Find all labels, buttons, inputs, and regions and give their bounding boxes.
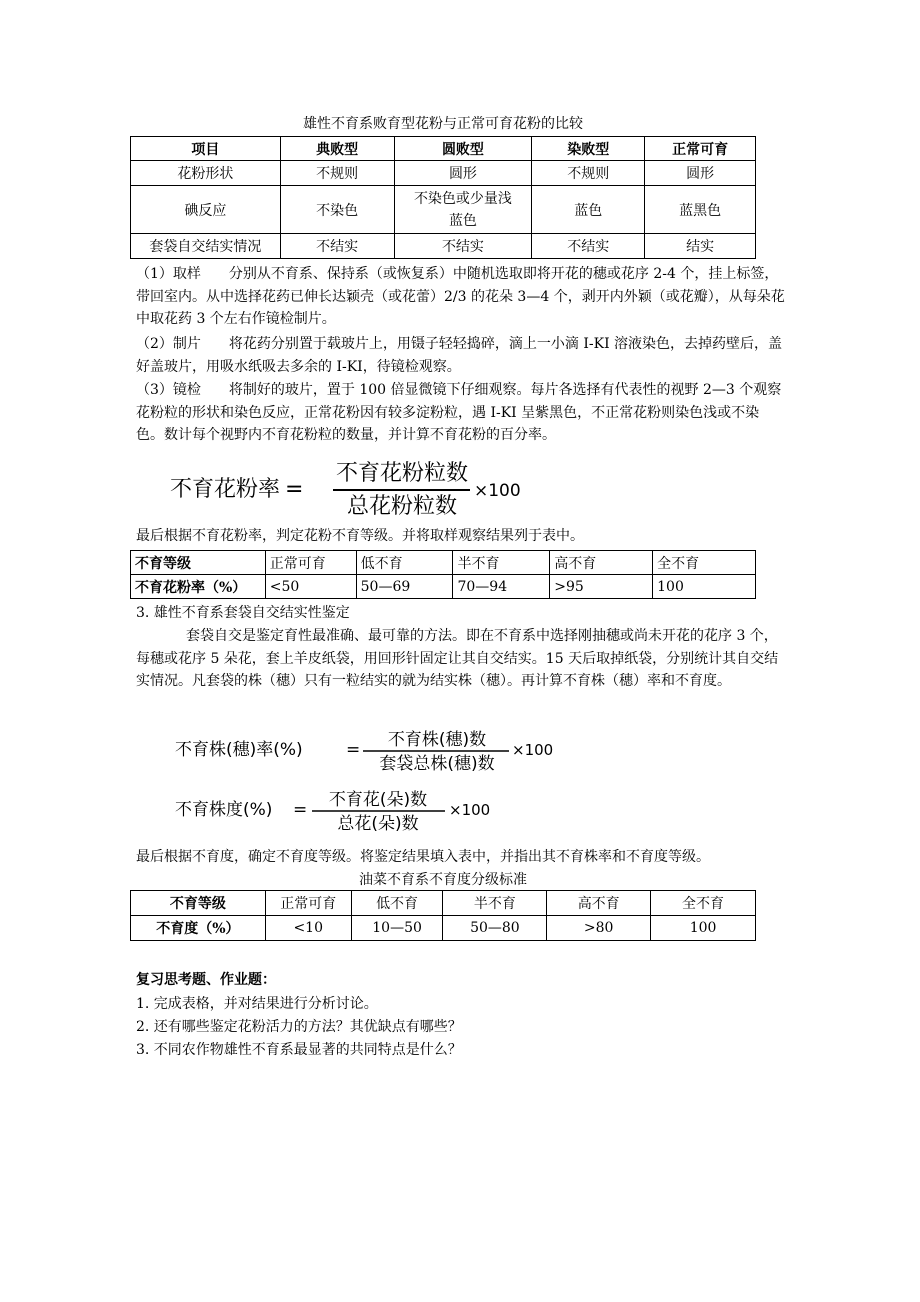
table2-cell: 半不育 bbox=[453, 551, 550, 575]
table3-cell: 半不育 bbox=[443, 891, 547, 916]
table1-cell: 套袋自交结实情况 bbox=[131, 234, 281, 259]
section3-heading: 3. 雄性不育系套袋自交结实性鉴定 bbox=[136, 605, 350, 621]
table2-cell: 100 bbox=[653, 575, 756, 599]
formula2-numerator: 不育株(穗)数 bbox=[387, 730, 487, 750]
table3-cell: 低不育 bbox=[351, 891, 443, 916]
formula3-equals: = bbox=[293, 800, 308, 820]
table-row bbox=[131, 161, 756, 186]
formula-sterility-degree bbox=[175, 788, 575, 834]
table1-cell: 碘反应 bbox=[131, 186, 281, 234]
table1-cell: 圆形 bbox=[394, 161, 532, 186]
review-item: 3. 不同农作物雄性不育系最显著的共同特点是什么？ bbox=[136, 1042, 462, 1058]
table3-cell: 50—80 bbox=[443, 916, 547, 941]
table1-cell: 不结实 bbox=[280, 234, 394, 259]
table2-cell: 低不育 bbox=[356, 551, 453, 575]
formula1-lhs: 不育花粉率 bbox=[170, 477, 281, 502]
table2-cell: 不育等级 bbox=[131, 551, 266, 575]
table1 bbox=[130, 136, 756, 259]
step-microscopy: （3）镜检 将制好的玻片，置于 100 倍显微镜下仔细观察。每片各选择有代表性的视野 2—3 个观察花粉粒的形状和染色反应，正常花粉因有较多淀粉粒，遇 I-KI 呈紫黑色，不正常花粉则染色浅或不染色。数计每个视野内不育花粉粒的数量，并计算不育花粉的百分率。 bbox=[136, 382, 782, 443]
formula1-equals: = bbox=[285, 477, 304, 502]
table1-cell: 不结实 bbox=[532, 234, 645, 259]
table3-cell: 不育等级 bbox=[131, 891, 266, 916]
table2 bbox=[130, 550, 756, 599]
formula2-denominator: 套袋总株(穗)数 bbox=[379, 754, 495, 774]
table1-header: 典败型 bbox=[280, 137, 394, 161]
formula1-factor: ×100 bbox=[474, 481, 521, 501]
formula3-lhs: 不育株度(%) bbox=[175, 800, 273, 820]
formula1-denominator: 总花粉粒数 bbox=[346, 494, 458, 519]
table1-cell: 不染色 bbox=[280, 186, 394, 234]
formula3-numerator: 不育花(朵)数 bbox=[328, 790, 428, 810]
step-slide: （2）制片 将花药分别置于载玻片上，用镊子轻轻捣碎，滴上一小滴 I-KI 溶液染色，去掉药壁后，盖好盖玻片，用吸水纸吸去多余的 I-KI，待镜检观察。 bbox=[136, 336, 783, 375]
table-row bbox=[131, 891, 756, 916]
table3-cell: 高不育 bbox=[547, 891, 651, 916]
formula-pollen-sterility-rate bbox=[170, 458, 570, 520]
table1-header: 圆败型 bbox=[394, 137, 532, 161]
table2-cell: 全不育 bbox=[653, 551, 756, 575]
table3-caption: 油菜不育系不育度分级标准 bbox=[359, 872, 527, 888]
table1-header: 染败型 bbox=[532, 137, 645, 161]
formula2-factor: ×100 bbox=[512, 741, 554, 759]
table2-cell: 50—69 bbox=[356, 575, 453, 599]
table1-cell: 结实 bbox=[645, 234, 756, 259]
review-item: 2. 还有哪些鉴定花粉活力的方法？其优缺点有哪些？ bbox=[136, 1019, 462, 1035]
table3-cell: <10 bbox=[265, 916, 351, 941]
table-row bbox=[131, 234, 756, 259]
text-after-formula3: 最后根据不育度，确定不育度等级。将鉴定结果填入表中，并指出其不育株率和不育度等级。 bbox=[136, 849, 710, 865]
table1-cell: 蓝色 bbox=[532, 186, 645, 234]
table1-cell: 花粉形状 bbox=[131, 161, 281, 186]
table-row bbox=[131, 916, 756, 941]
step-sampling: （1）取样 分别从不育系、保持系（或恢复系）中随机选取即将开花的穗或花序 2-4 个，挂上标签，带回室内。从中选择花药已伸长达颖壳（或花蕾）2/3 的花朵 3—4 个，剥开内外颖（或花瓣），从每朵花中取花药 3 个左右作镜检制片。 bbox=[136, 266, 785, 327]
table3-cell: 全不育 bbox=[651, 891, 756, 916]
table-row bbox=[131, 551, 756, 575]
table2-cell: <50 bbox=[265, 575, 356, 599]
table1-header: 正常可育 bbox=[645, 137, 756, 161]
table1-cell: 不规则 bbox=[280, 161, 394, 186]
review-heading: 复习思考题、作业题： bbox=[136, 972, 276, 988]
formula3-factor: ×100 bbox=[449, 801, 491, 819]
formula2-lhs: 不育株(穗)率(%) bbox=[175, 740, 303, 760]
table1-header: 项目 bbox=[131, 137, 281, 161]
table2-cell: 高不育 bbox=[550, 551, 653, 575]
text-after-formula1: 最后根据不育花粉率，判定花粉不育等级。并将取样观察结果列于表中。 bbox=[136, 528, 584, 544]
formula-sterile-plant-rate bbox=[175, 728, 575, 774]
formula2-equals: = bbox=[346, 740, 361, 760]
table2-cell: 不育花粉率（%） bbox=[131, 575, 266, 599]
table1-cell: 不规则 bbox=[532, 161, 645, 186]
table2-cell: 70—94 bbox=[453, 575, 550, 599]
table3-cell: 不育度（%） bbox=[131, 916, 266, 941]
formula1-numerator: 不育花粉粒数 bbox=[335, 461, 469, 486]
table1-header-row bbox=[131, 137, 756, 161]
table1-cell: 不染色或少量浅蓝色 bbox=[394, 186, 532, 234]
table3-cell: 100 bbox=[651, 916, 756, 941]
table-row bbox=[131, 186, 756, 234]
table3 bbox=[130, 890, 756, 941]
table2-cell: >95 bbox=[550, 575, 653, 599]
table2-cell: 正常可育 bbox=[265, 551, 356, 575]
formula3-denominator: 总花(朵)数 bbox=[337, 814, 419, 834]
table3-cell: 10—50 bbox=[351, 916, 443, 941]
table1-cell: 蓝黑色 bbox=[645, 186, 756, 234]
table3-cell: 正常可育 bbox=[265, 891, 351, 916]
table1-cell: 圆形 bbox=[645, 161, 756, 186]
table3-cell: >80 bbox=[547, 916, 651, 941]
table1-caption: 雄性不育系败育型花粉与正常可育花粉的比较 bbox=[303, 116, 583, 132]
table1-cell: 不结实 bbox=[394, 234, 532, 259]
section3-body: 套袋自交是鉴定育性最准确、最可靠的方法。即在不育系中选择刚抽穗或尚未开花的花序 3 个，每穗或花序 5 朵花，套上羊皮纸袋，用回形针固定让其自交结实。15 天后取掉纸袋，分别统计其自交结实情况。凡套袋的株（穗）只有一粒结实的就为结实株（穗）。再计算不育株（穗）率和不育度。 bbox=[136, 628, 779, 689]
review-item: 1. 完成表格，并对结果进行分析讨论。 bbox=[136, 996, 378, 1012]
table-row bbox=[131, 575, 756, 599]
